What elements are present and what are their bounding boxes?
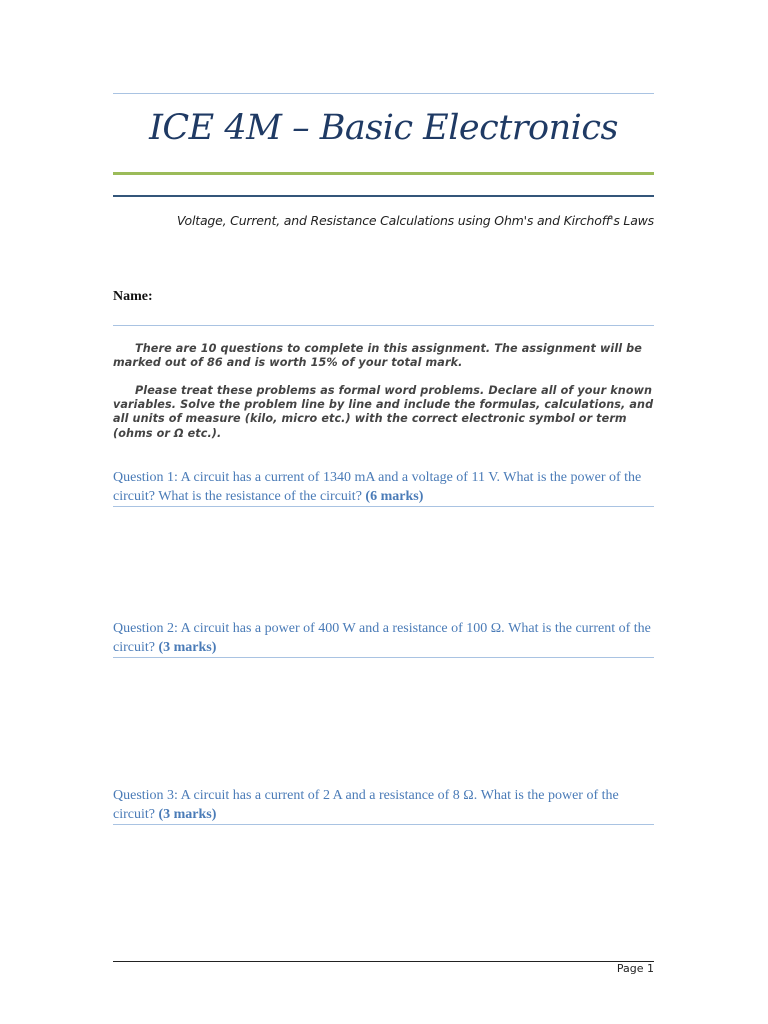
- question-1: [113, 468, 654, 506]
- question-3-text: Question 3: A circuit has a current of 2 A and a resistance of 8 Ω. What is the power of the circuit?: [113, 788, 619, 822]
- footer-rule: [113, 961, 654, 962]
- name-label: Name:: [113, 289, 153, 304]
- instructions-text-2: Please treat these problems as formal word problems. Declare all of your known variables. Solve the problem line by line and include the formulas, calculations, and all units of measure (kilo, micro etc.) with the correct electronic symbol or term (ohms or Ω etc.).: [113, 384, 654, 440]
- question-1-marks: (6 marks): [365, 489, 424, 504]
- question-2-rule: [113, 657, 654, 658]
- instructions-text-1: There are 10 questions to complete in this assignment. The assignment will be marked out of 86 and is worth 15% of your total mark.: [113, 342, 642, 370]
- question-3: [113, 786, 654, 824]
- question-2-text: Question 2: A circuit has a power of 400 W and a resistance of 100 Ω. What is the current of the circuit?: [113, 621, 651, 655]
- question-1-text: Question 1: A circuit has a current of 1340 mA and a voltage of 11 V. What is the power of the circuit? What is the resistance of the circuit?: [113, 470, 642, 504]
- question-2-marks: (3 marks): [158, 640, 217, 655]
- document-subtitle: Voltage, Current, and Resistance Calculations using Ohm's and Kirchoff's Laws: [176, 213, 654, 228]
- question-3-rule: [113, 824, 654, 825]
- name-rule: [113, 325, 654, 326]
- question-3-marks: (3 marks): [158, 807, 217, 822]
- instructions-paragraph-2: [113, 384, 658, 441]
- instructions-paragraph-1: [113, 342, 658, 370]
- header-top-rule: [113, 93, 654, 94]
- page-number: Page 1: [616, 962, 654, 975]
- question-2: [113, 619, 654, 657]
- title-navy-rule: [113, 195, 654, 197]
- title-green-rule: [113, 172, 654, 175]
- document-title: ICE 4M – Basic Electronics: [149, 108, 618, 148]
- question-1-rule: [113, 506, 654, 507]
